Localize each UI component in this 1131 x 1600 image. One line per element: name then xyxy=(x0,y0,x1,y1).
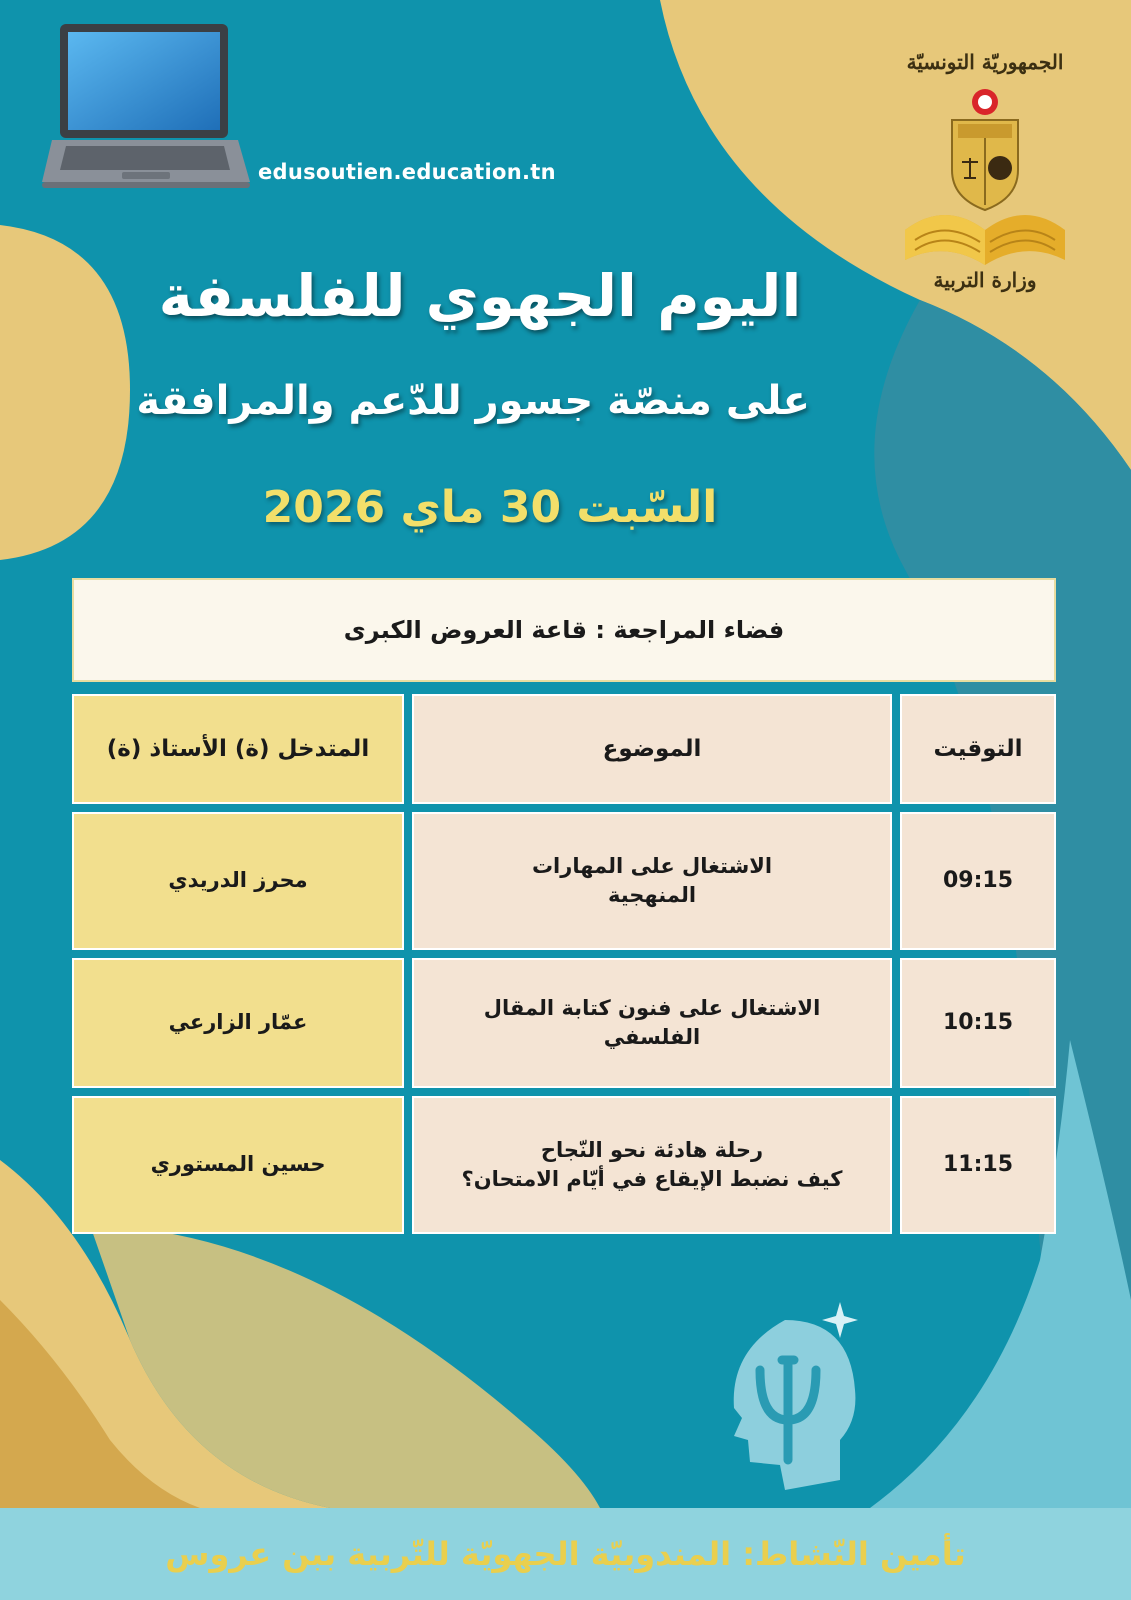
event-title: اليوم الجهوي للفلسفة xyxy=(158,262,802,330)
topic-line-2: الفلسفي xyxy=(603,1025,701,1049)
topic-line-2: المنهجية xyxy=(607,883,697,907)
table-row-speaker xyxy=(72,1096,404,1234)
topic-line-1: الاشتغال على المهارات xyxy=(531,853,773,878)
header-topic xyxy=(412,694,892,804)
header-speaker xyxy=(72,694,404,804)
table-row-speaker xyxy=(72,958,404,1088)
republic-label: الجمهوريّة التونسيّة xyxy=(906,50,1064,74)
tunisia-emblem-icon xyxy=(900,80,1070,270)
venue-box xyxy=(72,578,1056,682)
speaker-name: عمّار الزارعي xyxy=(168,1010,308,1035)
header-topic-label: الموضوع xyxy=(602,735,702,762)
table-row-time xyxy=(900,1096,1056,1234)
table-row-time xyxy=(900,812,1056,950)
table-row-topic xyxy=(412,1096,892,1234)
time-value: 10:15 xyxy=(942,1009,1014,1035)
time-value: 11:15 xyxy=(942,1151,1014,1177)
ministry-emblem xyxy=(900,40,1070,310)
speaker-name: محرز الدريدي xyxy=(168,868,308,893)
table-row-speaker xyxy=(72,812,404,950)
website-url: edusoutien.education.tn xyxy=(258,160,556,184)
topic-line-1: الاشتغال على فنون كتابة المقال xyxy=(483,995,821,1020)
event-subtitle: على منصّة جسور للدّعم والمرافقة xyxy=(136,378,810,424)
topic-line-2: كيف نضبط الإيقاع في أيّام الامتحان؟ xyxy=(461,1167,843,1191)
table-row-topic xyxy=(412,958,892,1088)
table-row-topic xyxy=(412,812,892,950)
time-value: 09:15 xyxy=(942,867,1014,893)
ministry-label: وزارة التربية xyxy=(933,268,1037,292)
header-time-label: التوقيت xyxy=(933,735,1023,762)
footer-banner xyxy=(0,1508,1131,1600)
topic-line-1: رحلة هادئة نحو النّجاح xyxy=(540,1137,764,1162)
table-row-time xyxy=(900,958,1056,1088)
psi-head-icon xyxy=(690,1290,880,1510)
header-time xyxy=(900,694,1056,804)
footer-text: تأمين النّشاط: المندوبيّة الجهويّة للتّربية ببن عروس xyxy=(165,1535,966,1573)
laptop-icon xyxy=(42,22,252,192)
speaker-name: حسين المستوري xyxy=(150,1152,326,1177)
event-date: السّبت 30 ماي 2026 xyxy=(262,482,718,533)
header-speaker-label: المتدخل (ة) الأستاذ (ة) xyxy=(106,735,370,762)
venue-label: فضاء المراجعة : قاعة العروض الكبرى xyxy=(343,616,785,644)
